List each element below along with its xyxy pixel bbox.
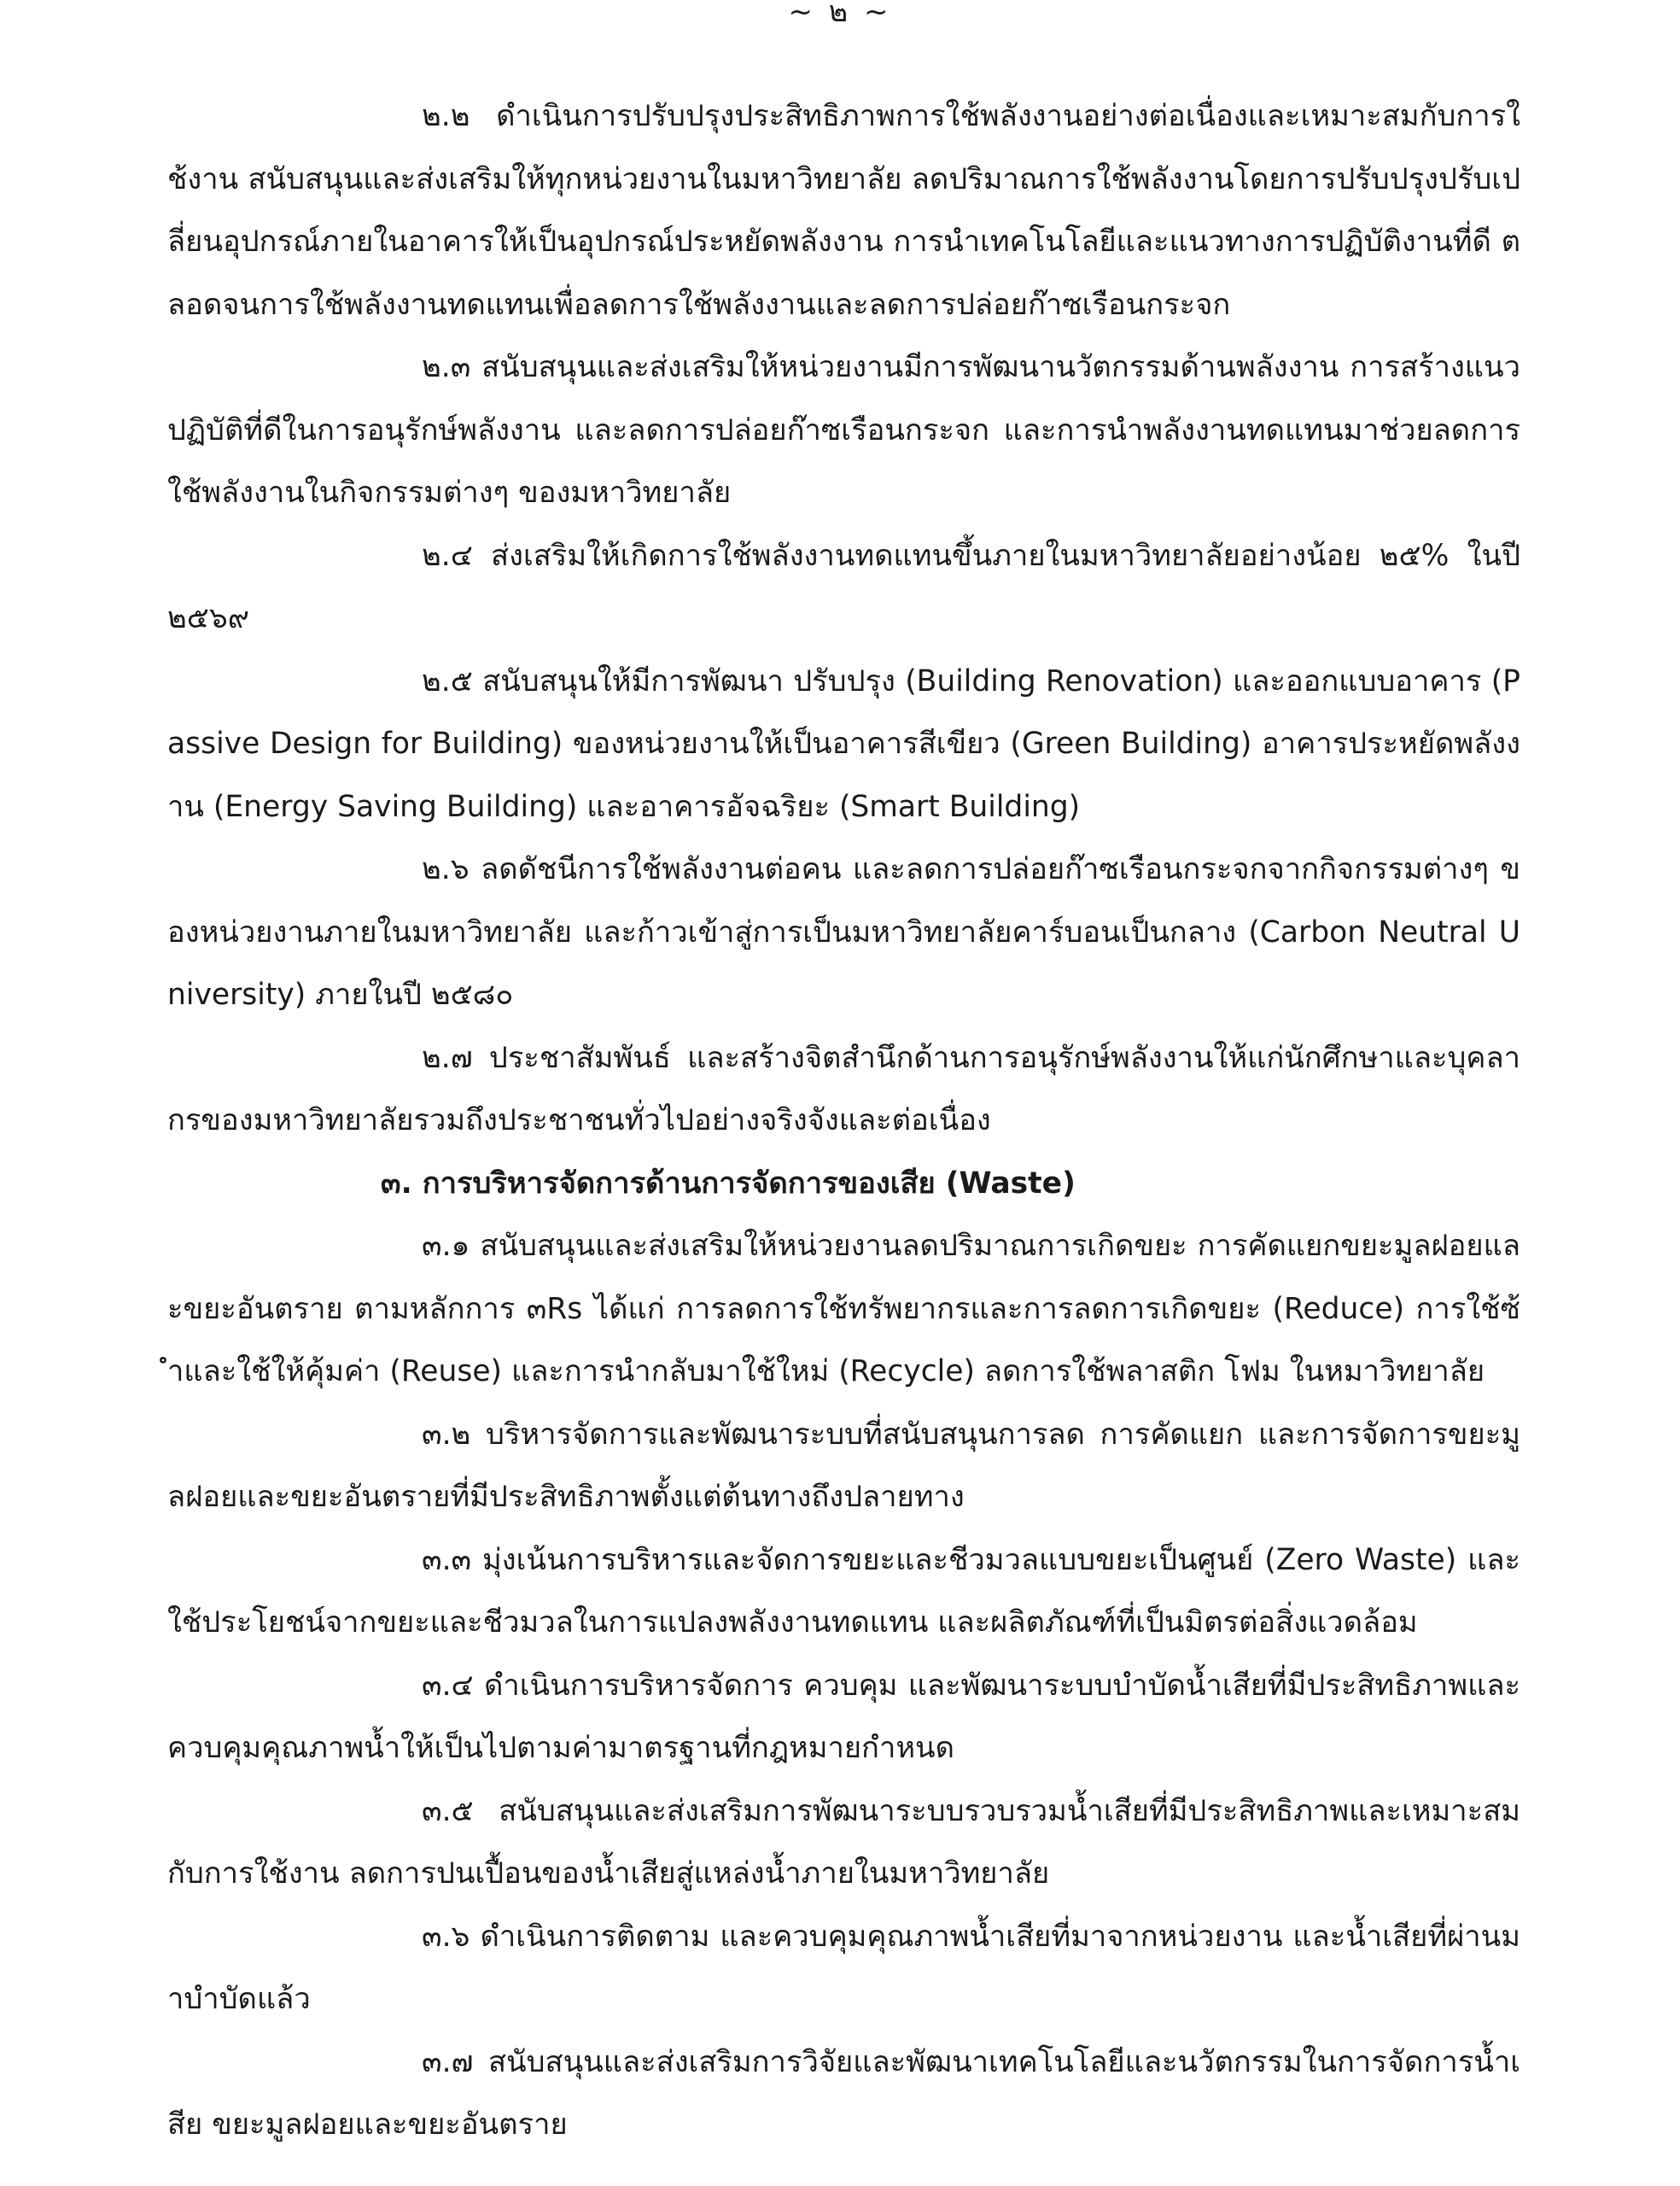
page-number: ~ ๒ ~ xyxy=(788,0,892,29)
section-3-heading: ๓. การบริหารจัดการด้านการจัดการของเสีย (Waste) xyxy=(381,1166,1076,1201)
paragraph-2-6: ๒.๖ ลดดัชนีการใช้พลังงานต่อคน และลดการปล่อยก๊าซเรือนกระจกจากกิจกรรมต่างๆ ของหน่วยงานภายในมหาวิทยาลัย และก้าวเข้าสู่การเป็นมหาวิทยาลัยคาร์บอนเป็นกลาง (Carbon Neutral University) ภายในปี ๒๕๘๐ xyxy=(167,852,1520,1012)
paragraph-3-6: ๓.๖ ดำเนินการติดตาม และควบคุมคุณภาพน้ำเสียที่มาจากหน่วยงาน และน้ำเสียที่ผ่านมาบำบัดแล้ว xyxy=(167,1919,1520,2016)
document-body xyxy=(167,85,1520,2157)
paragraph-3-2: ๓.๒ บริหารจัดการและพัฒนาระบบที่สนับสนุนการลด การคัดแยก และการจัดการขยะมูลฝอยและขยะอันตรายที่มีประสิทธิภาพตั้งแต่ต้นทางถึงปลายทาง xyxy=(167,1417,1520,1514)
paragraph-2-4: ๒.๔ ส่งเสริมให้เกิดการใช้พลังงานทดแทนขึ้นภายในมหาวิทยาลัยอย่างน้อย ๒๕% ในปี ๒๕๖๙ xyxy=(167,538,1520,635)
paragraph-2-7: ๒.๗ ประชาสัมพันธ์ และสร้างจิตสำนึกด้านการอนุรักษ์พลังงานให้แก่นักศึกษาและบุคลากรของมหาวิทยาลัยรวมถึงประชาชนทั่วไปอย่างจริงจังและต่อเนื่อง xyxy=(167,1040,1520,1137)
paragraph-3-4: ๓.๔ ดำเนินการบริหารจัดการ ควบคุม และพัฒนาระบบบำบัดน้ำเสียที่มีประสิทธิภาพและควบคุมคุณภาพน้ำให้เป็นไปตามค่ามาตรฐานที่กฎหมายกำหนด xyxy=(167,1668,1520,1765)
paragraph-2-3: ๒.๓ สนับสนุนและส่งเสริมให้หน่วยงานมีการพัฒนานวัตกรรมด้านพลังงาน การสร้างแนวปฏิบัติที่ดีในการอนุรักษ์พลังงาน และลดการปล่อยก๊าซเรือนกระจก และการนำพลังงานทดแทนมาช่วยลดการใช้พลังงานในกิจกรรมต่างๆ ของมหาวิทยาลัย xyxy=(167,350,1520,510)
paragraph-3-5: ๓.๕ สนับสนุนและส่งเสริมการพัฒนาระบบรวบรวมน้ำเสียที่มีประสิทธิภาพและเหมาะสมกับการใช้งาน ลดการปนเปื้อนของน้ำเสียสู่แหล่งน้ำภายในมหาวิทยาลัย xyxy=(167,1793,1520,1891)
paragraph-3-7: ๓.๗ สนับสนุนและส่งเสริมการวิจัยและพัฒนาเทคโนโลยีและนวัตกรรมในการจัดการน้ำเสีย ขยะมูลฝอยและขยะอันตราย xyxy=(167,2044,1520,2142)
paragraph-3-3: ๓.๓ มุ่งเน้นการบริหารและจัดการขยะและชีวมวลแบบขยะเป็นศูนย์ (Zero Waste) และใช้ประโยชน์จากขยะและชีวมวลในการแปลงพลังงานทดแทน และผลิตภัณฑ์ที่เป็นมิตรต่อสิ่งแวดล้อม xyxy=(167,1542,1520,1640)
paragraph-2-5: ๒.๕ สนับสนุนให้มีการพัฒนา ปรับปรุง (Building Renovation) และออกแบบอาคาร (Passive Design for Building) ของหน่วยงานให้เป็นอาคารสีเขียว (Green Building) อาคารประหยัดพลังงาน (Energy Saving Building) และอาคารอัจฉริยะ (Smart Building) xyxy=(167,663,1520,824)
paragraph-2-2: ๒.๒ ดำเนินการปรับปรุงประสิทธิภาพการใช้พลังงานอย่างต่อเนื่องและเหมาะสมกับการใช้งาน สนับสนุนและส่งเสริมให้ทุกหน่วยงานในมหาวิทยาลัย ลดปริมาณการใช้พลังงานโดยการปรับปรุงปรับเปลี่ยนอุปกรณ์ภายในอาคารให้เป็นอุปกรณ์ประหยัดพลังงาน การนำเทคโนโลยีและแนวทางการปฏิบัติงานที่ดี ตลอดจนการใช้พลังงานทดแทนเพื่อลดการใช้พลังงานและลดการปล่อยก๊าซเรือนกระจก xyxy=(167,99,1520,322)
paragraph-3-1: ๓.๑ สนับสนุนและส่งเสริมให้หน่วยงานลดปริมาณการเกิดขยะ การคัดแยกขยะมูลฝอยและขยะอันตราย ตามหลักการ ๓Rs ได้แก่ การลดการใช้ทรัพยากรและการลดการเกิดขยะ (Reduce) การใช้ซ้ำและใช้ให้คุ้มค่า (Reuse) และการนำกลับมาใช้ใหม่ (Recycle) ลดการใช้พลาสติก โฟม ในหมาวิทยาลัย xyxy=(167,1229,1520,1388)
